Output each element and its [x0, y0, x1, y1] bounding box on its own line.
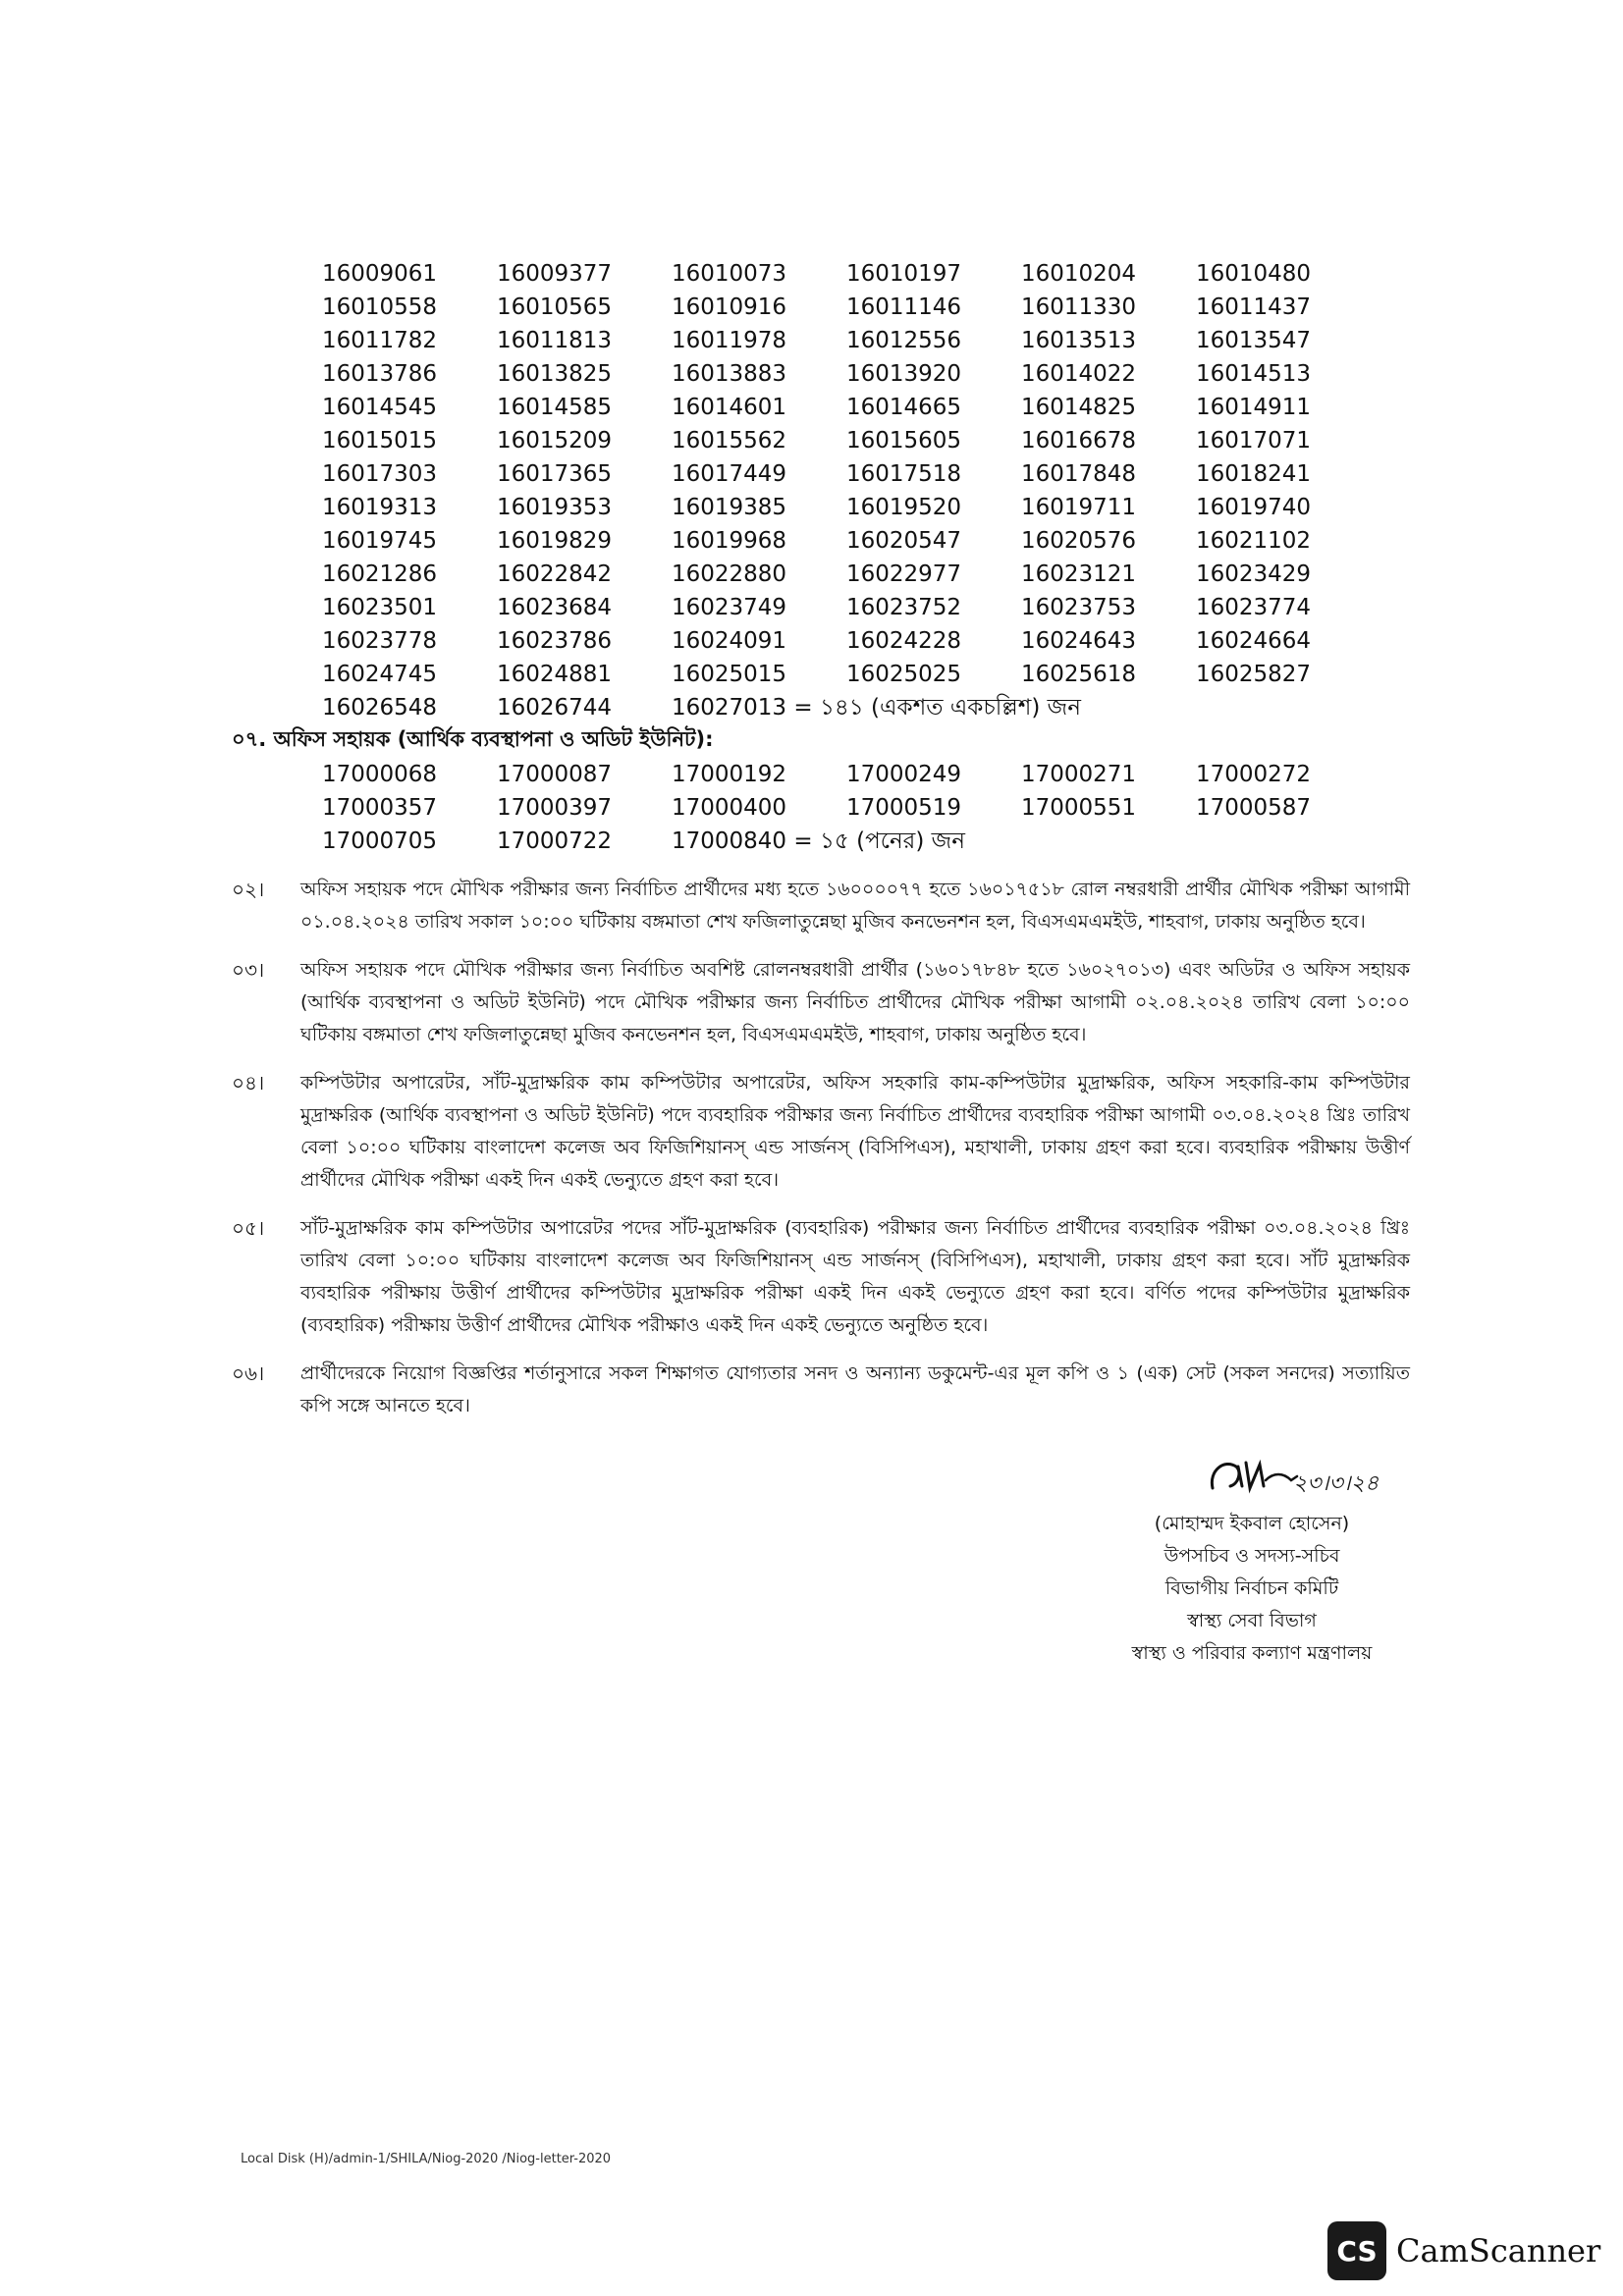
roll-number-cell: 16010916: [672, 294, 787, 320]
roll-number-cell: 16015605: [846, 428, 962, 454]
roll-number-cell: 16014022: [1021, 361, 1137, 387]
roll-number-cell: 17000400: [672, 795, 787, 821]
roll-number-cell: 16017518: [846, 461, 962, 487]
roll-number-cell: 16015562: [672, 428, 787, 454]
note-item: [232, 1067, 1410, 1197]
roll-number-cell: 16022977: [846, 561, 962, 587]
roll-number-cell: 16011146: [846, 294, 962, 320]
roll-number-cell: 16020547: [846, 528, 962, 554]
roll-number-cell: 16019745: [322, 528, 438, 554]
roll-number-cell: 16018241: [1196, 461, 1312, 487]
roll-number-cell: 16013513: [1021, 328, 1137, 353]
roll-number-cell: 17000249: [846, 762, 962, 787]
signatory-ministry: স্বাস্থ্য ও পরিবার কল্যাণ মন্ত্রণালয়: [1131, 1642, 1373, 1664]
roll-number-cell: 16010073: [672, 261, 787, 287]
roll-number-cell: 16017848: [1021, 461, 1137, 487]
signature-block: [1090, 1443, 1414, 1670]
roll-number-cell: 16023786: [497, 628, 613, 654]
instruction-notes: [232, 874, 1410, 1438]
roll-number-cell: 16014911: [1196, 395, 1312, 420]
roll-number-cell: 16019740: [1196, 495, 1312, 520]
roll-number-cell: 16024745: [322, 662, 438, 687]
note-item: [232, 954, 1410, 1051]
roll-number-cell: 16010480: [1196, 261, 1312, 287]
signatory-name: (মোহাম্মদ ইকবাল হোসেন): [1154, 1513, 1350, 1534]
note-number: ০৫।: [232, 1216, 265, 1240]
note-text: কম্পিউটার অপারেটর, সাঁট-মুদ্রাক্ষরিক কাম কম্পিউটার অপারেটর, অফিস সহকারি কাম-কম্পিউটার মুদ্রাক্ষরিক, অফিস সহকারি-কাম কম্পিউটার মুদ্রাক্ষরিক (আর্থিক ব্যবস্থাপনা ও অডিট ইউনিট) পদে ব্যবহারিক পরীক্ষার জন্য নির্বাচিত প্রার্থীদের ব্যবহারিক পরীক্ষা আগামী ০৩.০৪.২০২৪ খ্রিঃ তারিখ বেলা ১০:০০ ঘটিকায় বাংলাদেশ কলেজ অব ফিজিশিয়ানস্ এন্ড সার্জনস্ (বিসিপিএস), মহাখালী, ঢাকায় গ্রহণ করা হবে। ব্যবহারিক পরীক্ষায় উত্তীর্ণ প্রার্থীদের মৌখিক পরীক্ষা একই দিন একই ভেন্যুতে গ্রহণ করা হবে।: [300, 1072, 1410, 1191]
roll-number-cell: 16013786: [322, 361, 438, 387]
roll-number-cell: 16019829: [497, 528, 613, 554]
roll-number-cell: 16014585: [497, 395, 613, 420]
roll-number-cell: 16019711: [1021, 495, 1137, 520]
roll-number-cell: 16016678: [1021, 428, 1137, 454]
roll-number-cell: 17000397: [497, 795, 613, 821]
roll-number-cell: 16021102: [1196, 528, 1312, 554]
roll-number-cell: 16019353: [497, 495, 613, 520]
roll-number-cell: 16023684: [497, 595, 613, 620]
roll-number-cell: 16022842: [497, 561, 613, 587]
roll-number-cell: 16020576: [1021, 528, 1137, 554]
roll-number-cell: 16021286: [322, 561, 438, 587]
roll-number-cell: 16017071: [1196, 428, 1312, 454]
roll-number-cell: 17000068: [322, 762, 438, 787]
roll-number-cell: 16011330: [1021, 294, 1137, 320]
signatory-division: স্বাস্থ্য সেবা বিভাগ: [1187, 1610, 1317, 1631]
note-item: [232, 874, 1410, 938]
roll-number-cell: 17000271: [1021, 762, 1137, 787]
roll-number-cell: 16024228: [846, 628, 962, 654]
roll-number-cell: 16023121: [1021, 561, 1137, 587]
roll-number-cell: 16024881: [497, 662, 613, 687]
roll-number-cell: 16023752: [846, 595, 962, 620]
note-text: প্রার্থীদেরকে নিয়োগ বিজ্ঞপ্তির শর্তানুসারে সকল শিক্ষাগত যোগ্যতার সনদ ও অন্যান্য ডকুমেন্ট-এর মূল কপি ও ১ (এক) সেট (সকল সনদের) সত্যায়িত কপি সঙ্গে আনতে হবে।: [300, 1362, 1410, 1416]
roll-number-cell: 16013920: [846, 361, 962, 387]
note-text: অফিস সহায়ক পদে মৌখিক পরীক্ষার জন্য নির্বাচিত অবশিষ্ট রোলনম্বরধারী প্রার্থীর (১৬০১৭৮৪৮ হতে ১৬০২৭০১৩) এবং অডিটর ও অফিস সহায়ক (আর্থিক ব্যবস্থাপনা ও অডিট ইউনিট) পদে মৌখিক পরীক্ষার জন্য নির্বাচিত প্রার্থীদের মৌখিক পরীক্ষা আগামী ০২.০৪.২০২৪ তারিখ বেলা ১০:০০ ঘটিকায় বঙ্গমাতা শেখ ফজিলাতুন্নেছা মুজিব কনভেনশন হল, বিএসএমএমইউ, শাহবাগ, ঢাকায় অনুষ্ঠিত হবে।: [300, 959, 1410, 1045]
roll-number-cell: 16023501: [322, 595, 438, 620]
roll-number-table: [322, 257, 1371, 724]
roll-number-cell: 16019385: [672, 495, 787, 520]
roll-number-cell: 16023774: [1196, 595, 1312, 620]
roll-number-cell: 16010565: [497, 294, 613, 320]
roll-number-cell: 16017449: [672, 461, 787, 487]
roll-number-total: 17000840 = ১৫ (পনের) জন: [672, 828, 965, 854]
camscanner-logo-icon: CS: [1327, 2221, 1386, 2280]
roll-number-cell: 16025827: [1196, 662, 1312, 687]
roll-number-cell: 16013883: [672, 361, 787, 387]
roll-number-cell: 16015209: [497, 428, 613, 454]
roll-number-cell: 16025015: [672, 662, 787, 687]
roll-number-cell: 16009061: [322, 261, 438, 287]
roll-number-cell: 16026548: [322, 695, 438, 721]
roll-number-cell: 17000087: [497, 762, 613, 787]
roll-number-cell: 16023749: [672, 595, 787, 620]
roll-number-cell: 17000705: [322, 828, 438, 854]
roll-number-cell: 16014665: [846, 395, 962, 420]
roll-number-cell: 16025025: [846, 662, 962, 687]
roll-number-cell: 16025618: [1021, 662, 1137, 687]
roll-number-cell: 16024643: [1021, 628, 1137, 654]
roll-number-cell: 16013825: [497, 361, 613, 387]
roll-number-cell: 17000272: [1196, 762, 1312, 787]
note-number: ০৪।: [232, 1071, 265, 1095]
roll-number-cell: 16011978: [672, 328, 787, 353]
roll-number-cell: 16022880: [672, 561, 787, 587]
roll-number-cell: 16010204: [1021, 261, 1137, 287]
svg-text:২৩।৩।২৪: ২৩।৩।২৪: [1293, 1471, 1380, 1496]
roll-number-cell: 16026744: [497, 695, 613, 721]
roll-number-cell: 16014513: [1196, 361, 1312, 387]
roll-number-cell: 16014545: [322, 395, 438, 420]
note-number: ০৬।: [232, 1362, 265, 1385]
roll-number-cell: 16019968: [672, 528, 787, 554]
roll-number-cell: 16011813: [497, 328, 613, 353]
roll-number-cell: 16010197: [846, 261, 962, 287]
note-number: ০৩।: [232, 958, 265, 982]
roll-number-cell: 16015015: [322, 428, 438, 454]
section-heading-office-assistant-audit: ০৭. অফিস সহায়ক (আর্থিক ব্যবস্থাপনা ও অডিট ইউনিট):: [232, 727, 714, 751]
roll-number-cell: 16024664: [1196, 628, 1312, 654]
roll-number-cell: 16017365: [497, 461, 613, 487]
footer-file-path: Local Disk (H)/admin-1/SHILA/Niog-2020 /Niog-letter-2020: [241, 2152, 612, 2166]
camscanner-brand: CamScanner: [1396, 2232, 1601, 2269]
roll-number-total: 16027013 = ১৪১ (একশত একচল্লিশ) জন: [672, 695, 1081, 721]
signatory-committee: বিভাগীয় নির্বাচন কমিটি: [1164, 1577, 1339, 1599]
note-item: [232, 1358, 1410, 1422]
note-item: [232, 1212, 1410, 1342]
roll-number-cell: 16014825: [1021, 395, 1137, 420]
roll-number-cell: 16014601: [672, 395, 787, 420]
roll-number-table-audit-unit: [322, 758, 1371, 858]
roll-number-cell: 17000722: [497, 828, 613, 854]
roll-number-cell: 17000192: [672, 762, 787, 787]
roll-number-cell: 17000357: [322, 795, 438, 821]
roll-number-cell: 16017303: [322, 461, 438, 487]
roll-number-cell: 16010558: [322, 294, 438, 320]
roll-number-cell: 16024091: [672, 628, 787, 654]
note-number: ০২।: [232, 878, 265, 901]
roll-number-cell: 16019520: [846, 495, 962, 520]
roll-number-cell: 16023429: [1196, 561, 1312, 587]
roll-number-cell: 17000551: [1021, 795, 1137, 821]
roll-number-cell: 16011782: [322, 328, 438, 353]
roll-number-cell: 17000519: [846, 795, 962, 821]
roll-number-cell: 16009377: [497, 261, 613, 287]
note-text: সাঁট-মুদ্রাক্ষরিক কাম কম্পিউটার অপারেটর পদের সাঁট-মুদ্রাক্ষরিক (ব্যবহারিক) পরীক্ষার জন্য নির্বাচিত প্রার্থীদের ব্যবহারিক পরীক্ষা ০৩.০৪.২০২৪ খ্রিঃ তারিখ বেলা ১০:০০ ঘটিকায় বাংলাদেশ কলেজ অব ফিজিশিয়ানস্ এন্ড সার্জনস্ (বিসিপিএস), মহাখালী, ঢাকায় গ্রহণ করা হবে। সাঁট মুদ্রাক্ষরিক ব্যবহারিক পরীক্ষায় উত্তীর্ণ প্রার্থীদের কম্পিউটার মুদ্রাক্ষরিক পরীক্ষা একই দিন একই ভেন্যুতে গ্রহণ করা হবে। বর্ণিত পদের কম্পিউটার মুদ্রাক্ষরিক (ব্যবহারিক) পরীক্ষায় উত্তীর্ণ প্রার্থীদের মৌখিক পরীক্ষাও একই দিন একই ভেন্যুতে অনুষ্ঠিত হবে।: [300, 1217, 1410, 1336]
signatory-designation: উপসচিব ও সদস্য-সচিব: [1163, 1545, 1340, 1567]
roll-number-cell: 16019313: [322, 495, 438, 520]
roll-number-cell: 17000587: [1196, 795, 1312, 821]
roll-number-cell: 16012556: [846, 328, 962, 353]
roll-number-cell: 16011437: [1196, 294, 1312, 320]
roll-number-cell: 16013547: [1196, 328, 1312, 353]
roll-number-cell: 16023778: [322, 628, 438, 654]
roll-number-cell: 16023753: [1021, 595, 1137, 620]
camscanner-watermark: [1327, 2221, 1600, 2280]
note-text: অফিস সহায়ক পদে মৌখিক পরীক্ষার জন্য নির্বাচিত প্রার্থীদের মধ্য হতে ১৬০০০০৭৭ হতে ১৬০১৭৫১৮ রোল নম্বরধারী প্রার্থীর মৌখিক পরীক্ষা আগামী ০১.০৪.২০২৪ তারিখ সকাল ১০:০০ ঘটিকায় বঙ্গমাতা শেখ ফজিলাতুন্নেছা মুজিব কনভেনশন হল, বিএসএমএমইউ, শাহবাগ, ঢাকায় অনুষ্ঠিত হবে।: [300, 879, 1410, 933]
